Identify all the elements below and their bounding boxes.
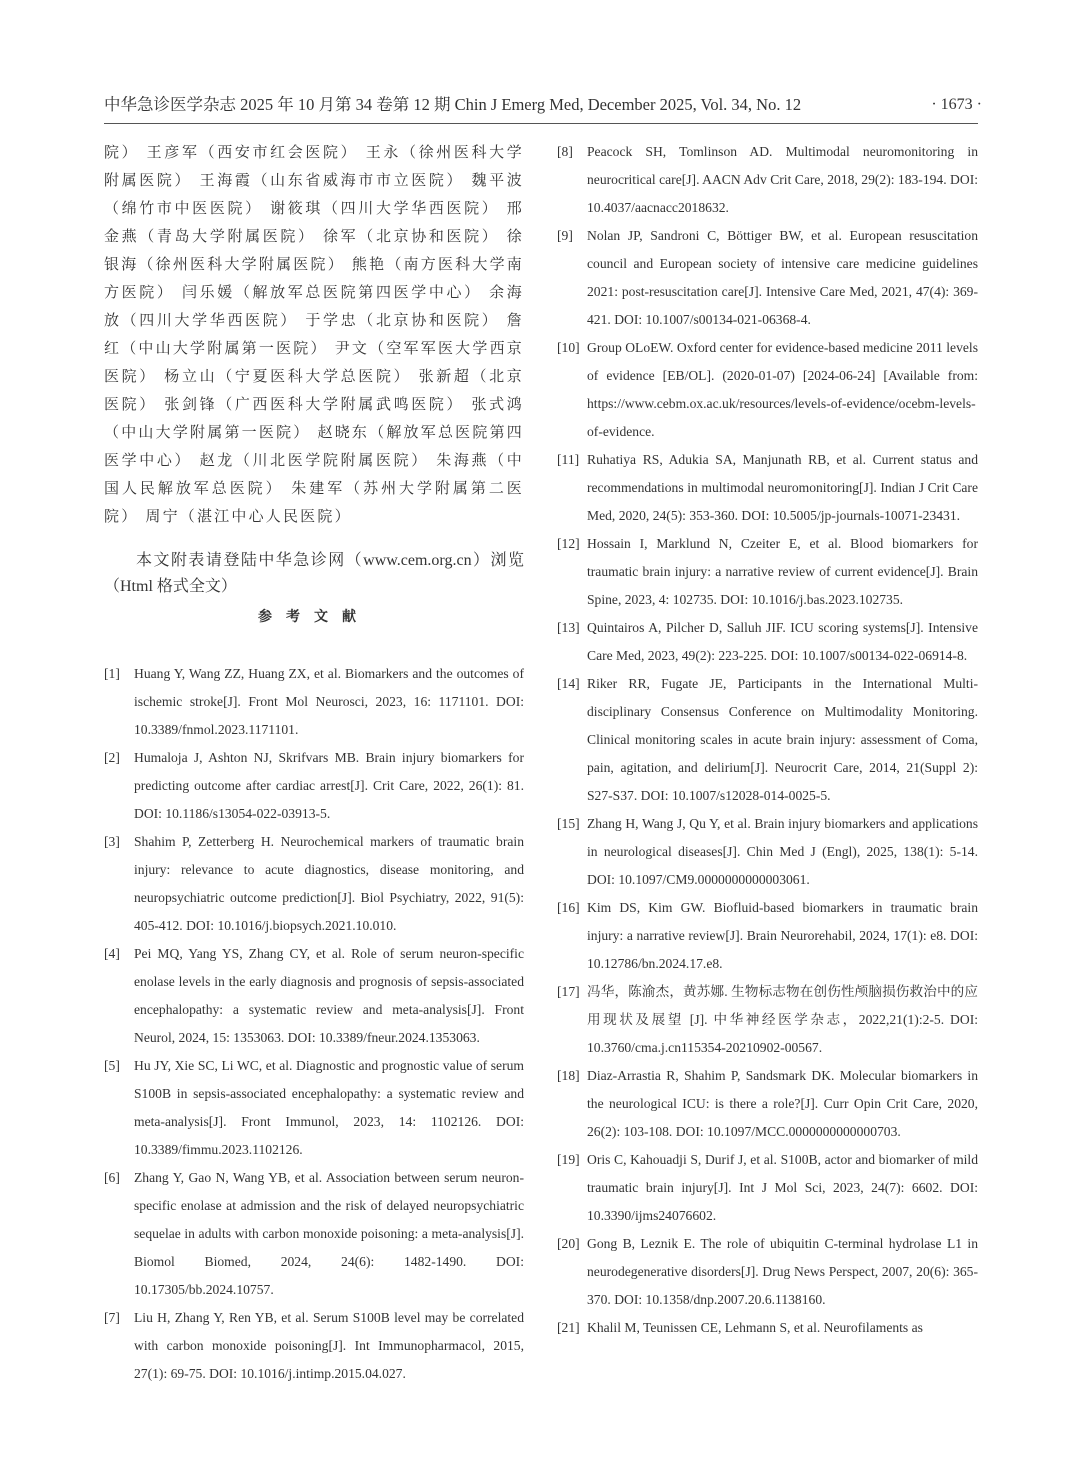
reference-text: Quintairos A, Pilcher D, Salluh JIF. ICU scoring systems[J]. Intensive Care Med, 2023, 49(2): 223-225. DOI: 10.1007/s00134-022-06914-8. xyxy=(587,620,978,663)
reference-item xyxy=(104,940,524,1052)
reference-number: [10] xyxy=(557,340,580,355)
reference-number: [9] xyxy=(557,228,573,243)
reference-item xyxy=(557,446,978,530)
reference-number: [12] xyxy=(557,536,580,551)
reference-item xyxy=(557,334,978,446)
reference-number: [6] xyxy=(104,1170,120,1185)
reference-item xyxy=(557,530,978,614)
reference-list-left xyxy=(104,660,524,1388)
reference-number: [8] xyxy=(557,144,573,159)
reference-text: Humaloja J, Ashton NJ, Skrifvars MB. Brain injury biomarkers for predicting outcome after cardiac arrest[J]. Crit Care, 2022, 26(1): 81. DOI: 10.1186/s13054-022-03913-5. xyxy=(134,750,524,821)
page-number: · 1673 · xyxy=(931,96,982,113)
references-heading: 参考文献 xyxy=(258,609,370,625)
reference-item xyxy=(557,978,978,1062)
reference-item xyxy=(557,810,978,894)
reference-number: [11] xyxy=(557,452,580,467)
reference-number: [18] xyxy=(557,1068,580,1083)
reference-number: [21] xyxy=(557,1320,580,1335)
reference-item xyxy=(104,828,524,940)
reference-item xyxy=(557,670,978,810)
reference-text: Riker RR, Fugate JE, Participants in the International Multi-disciplinary Consensus Conference on Multimodality Monitoring. Clinical monitoring scales in acute brain injury: assessment of Coma, pain, agitation, and delirium[J]. Neurocrit Care, 2014, 21(Suppl 2): S27-S37. DOI: 10.1007/s12028-014-0025-5. xyxy=(587,676,978,803)
reference-item xyxy=(557,222,978,334)
reference-text: Liu H, Zhang Y, Ren YB, et al. Serum S100B level may be correlated with carbon monoxide poisoning[J]. Int Immunopharmacol, 2015, 27(1): 69-75. DOI: 10.1016/j.intimp.2015.04.027. xyxy=(134,1310,524,1381)
supplement-note: 本文附表请登陆中华急诊网（www.cem.org.cn）浏览（Html 格式全文） xyxy=(104,552,524,595)
reference-number: [15] xyxy=(557,816,580,831)
reference-number: [2] xyxy=(104,750,120,765)
reference-number: [14] xyxy=(557,676,580,691)
reference-number: [19] xyxy=(557,1152,580,1167)
reference-text: Hossain I, Marklund N, Czeiter E, et al. Blood biomarkers for traumatic brain injury: a narrative review of current evidence[J]. Brain Spine, 2023, 4: 102735. DOI: 10.1016/j.bas.2023.102735. xyxy=(587,536,978,607)
affiliation-list: 院） 王彦军（西安市红会医院） 王永（徐州医科大学附属医院） 王海霞（山东省威海市市立医院） 魏平波（绵竹市中医医院） 谢筱琪（四川大学华西医院） 邢金燕（青岛大学附属医院） 徐军（北京协和医院） 徐银海（徐州医科大学附属医院） 熊艳（南方医科大学南方医院） 闫乐媛（解放军总医院第四医学中心） 余海放（四川大学华西医院） 于学忠（北京协和医院） 詹红（中山大学附属第一医院） 尹文（空军军医大学西京医院） 杨立山（宁夏医科大学总医院） 张新超（北京医院） 张剑锋（广西医科大学附属武鸣医院） 张式鸿（中山大学附属第一医院） 赵晓东（解放军总医院第四医学中心） 赵龙（川北医学院附属医院） 朱海燕（中国人民解放军总医院） 朱建军（苏州大学附属第二医院） 周宁（湛江中心人民医院） xyxy=(104,143,524,525)
reference-list-right xyxy=(557,138,978,1342)
reference-number: [3] xyxy=(104,834,120,849)
left-column xyxy=(104,138,524,1388)
reference-text: Kim DS, Kim GW. Biofluid-based biomarkers in traumatic brain injury: a narrative review[J]. Brain Neurorehabil, 2024, 17(1): e8. DOI: 10.12786/bn.2024.17.e8. xyxy=(587,900,978,971)
reference-text: Nolan JP, Sandroni C, Böttiger BW, et al. European resuscitation council and European society of intensive care medicine guidelines 2021: post-resuscitation care[J]. Intensive Care Med, 2021, 47(4): 369-421. DOI: 10.1007/s00134-021-06368-4. xyxy=(587,228,978,327)
running-header: 中华急诊医学杂志 2025 年 10 月第 34 卷第 12 期 Chin J Emerg Med, December 2025, Vol. 34, No. 12 xyxy=(104,95,802,114)
reference-text: Group OLoEW. Oxford center for evidence-based medicine 2011 levels of evidence [EB/OL]. (2020-01-07) [2024-06-24] [Available from: https://www.cebm.ox.ac.uk/resources/levels-of-evidence/ocebm-levels-of-evidence. xyxy=(587,340,978,439)
reference-text: Khalil M, Teunissen CE, Lehmann S, et al. Neurofilaments as xyxy=(587,1320,923,1335)
right-column xyxy=(557,138,978,1342)
reference-text: Peacock SH, Tomlinson AD. Multimodal neuromonitoring in neurocritical care[J]. AACN Adv Crit Care, 2018, 29(2): 183-194. DOI: 10.4037/aacnacc2018632. xyxy=(587,144,978,215)
reference-text: Pei MQ, Yang YS, Zhang CY, et al. Role of serum neuron-specific enolase levels in the early diagnosis and prognosis of sepsis-associated encephalopathy: a systematic review and meta-analysis[J]. Front Neurol, 2024, 15: 1353063. DOI: 10.3389/fneur.2024.1353063. xyxy=(134,946,524,1045)
reference-text: Huang Y, Wang ZZ, Huang ZX, et al. Biomarkers and the outcomes of ischemic stroke[J]. Front Mol Neurosci, 2023, 16: 1171101. DOI: 10.3389/fnmol.2023.1171101. xyxy=(134,666,524,737)
reference-number: [7] xyxy=(104,1310,120,1325)
reference-text: Hu JY, Xie SC, Li WC, et al. Diagnostic and prognostic value of serum S100B in sepsis-associated encephalopathy: a systematic review and meta-analysis[J]. Front Immunol, 2023, 14: 1102126. DOI: 10.3389/fimmu.2023.1102126. xyxy=(134,1058,524,1157)
reference-item xyxy=(557,1146,978,1230)
reference-number: [16] xyxy=(557,900,580,915)
reference-item xyxy=(557,1230,978,1314)
reference-item xyxy=(104,660,524,744)
reference-number: [1] xyxy=(104,666,120,681)
header-rule xyxy=(104,123,978,124)
reference-text: Gong B, Leznik E. The role of ubiquitin C-terminal hydrolase L1 in neurodegenerative disorders[J]. Drug News Perspect, 2007, 20(6): 365-370. DOI: 10.1358/dnp.2007.20.6.1138160. xyxy=(587,1236,978,1307)
reference-item xyxy=(557,1062,978,1146)
reference-text: Zhang H, Wang J, Qu Y, et al. Brain injury biomarkers and applications in neurological diseases[J]. Chin Med J (Engl), 2025, 138(1): 5-14. DOI: 10.1097/CM9.0000000000003061. xyxy=(587,816,978,887)
reference-text: Shahim P, Zetterberg H. Neurochemical markers of traumatic brain injury: relevance to acute diagnostics, disease monitoring, and neuropsychiatric outcome prediction[J]. Biol Psychiatry, 2022, 91(5): 405-412. DOI: 10.1016/j.biopsych.2021.10.010. xyxy=(134,834,524,933)
reference-item xyxy=(104,1164,524,1304)
reference-item xyxy=(557,1314,978,1342)
reference-text: Diaz-Arrastia R, Shahim P, Sandsmark DK. Molecular biomarkers in the neurological ICU: is there a role?[J]. Curr Opin Crit Care, 2020, 26(2): 103-108. DOI: 10.1097/MCC.0000000000000703. xyxy=(587,1068,978,1139)
reference-text: Ruhatiya RS, Adukia SA, Manjunath RB, et al. Current status and recommendations in multimodal neuromonitoring[J]. Indian J Crit Care Med, 2020, 24(5): 353-360. DOI: 10.5005/jp-journals-10071-23431. xyxy=(587,452,978,523)
reference-text: Oris C, Kahouadji S, Durif J, et al. S100B, actor and biomarker of mild traumatic brain injury[J]. Int J Mol Sci, 2023, 24(7): 6602. DOI: 10.3390/ijms24076602. xyxy=(587,1152,978,1223)
reference-number: [17] xyxy=(557,984,580,999)
reference-item xyxy=(557,138,978,222)
reference-text: Zhang Y, Gao N, Wang YB, et al. Association between serum neuron-specific enolase at admission and the risk of delayed neuropsychiatric sequelae in adults with carbon monoxide poisoning: a meta-analysis[J]. Biomol Biomed, 2024, 24(6): 1482-1490. DOI: 10.17305/bb.2024.10757. xyxy=(134,1170,524,1297)
reference-text: 冯华，陈渝杰，黄苏娜. 生物标志物在创伤性颅脑损伤救治中的应用现状及展望 [J]. 中华神经医学杂志，2022,21(1):2-5. DOI: 10.3760/cma.j.cn115354-20210902-00567. xyxy=(587,984,978,1055)
reference-item xyxy=(557,614,978,670)
reference-item xyxy=(104,744,524,828)
reference-number: [20] xyxy=(557,1236,580,1251)
reference-item xyxy=(104,1304,524,1388)
reference-item xyxy=(104,1052,524,1164)
reference-number: [13] xyxy=(557,620,580,635)
reference-number: [4] xyxy=(104,946,120,961)
reference-item xyxy=(557,894,978,978)
reference-number: [5] xyxy=(104,1058,120,1073)
